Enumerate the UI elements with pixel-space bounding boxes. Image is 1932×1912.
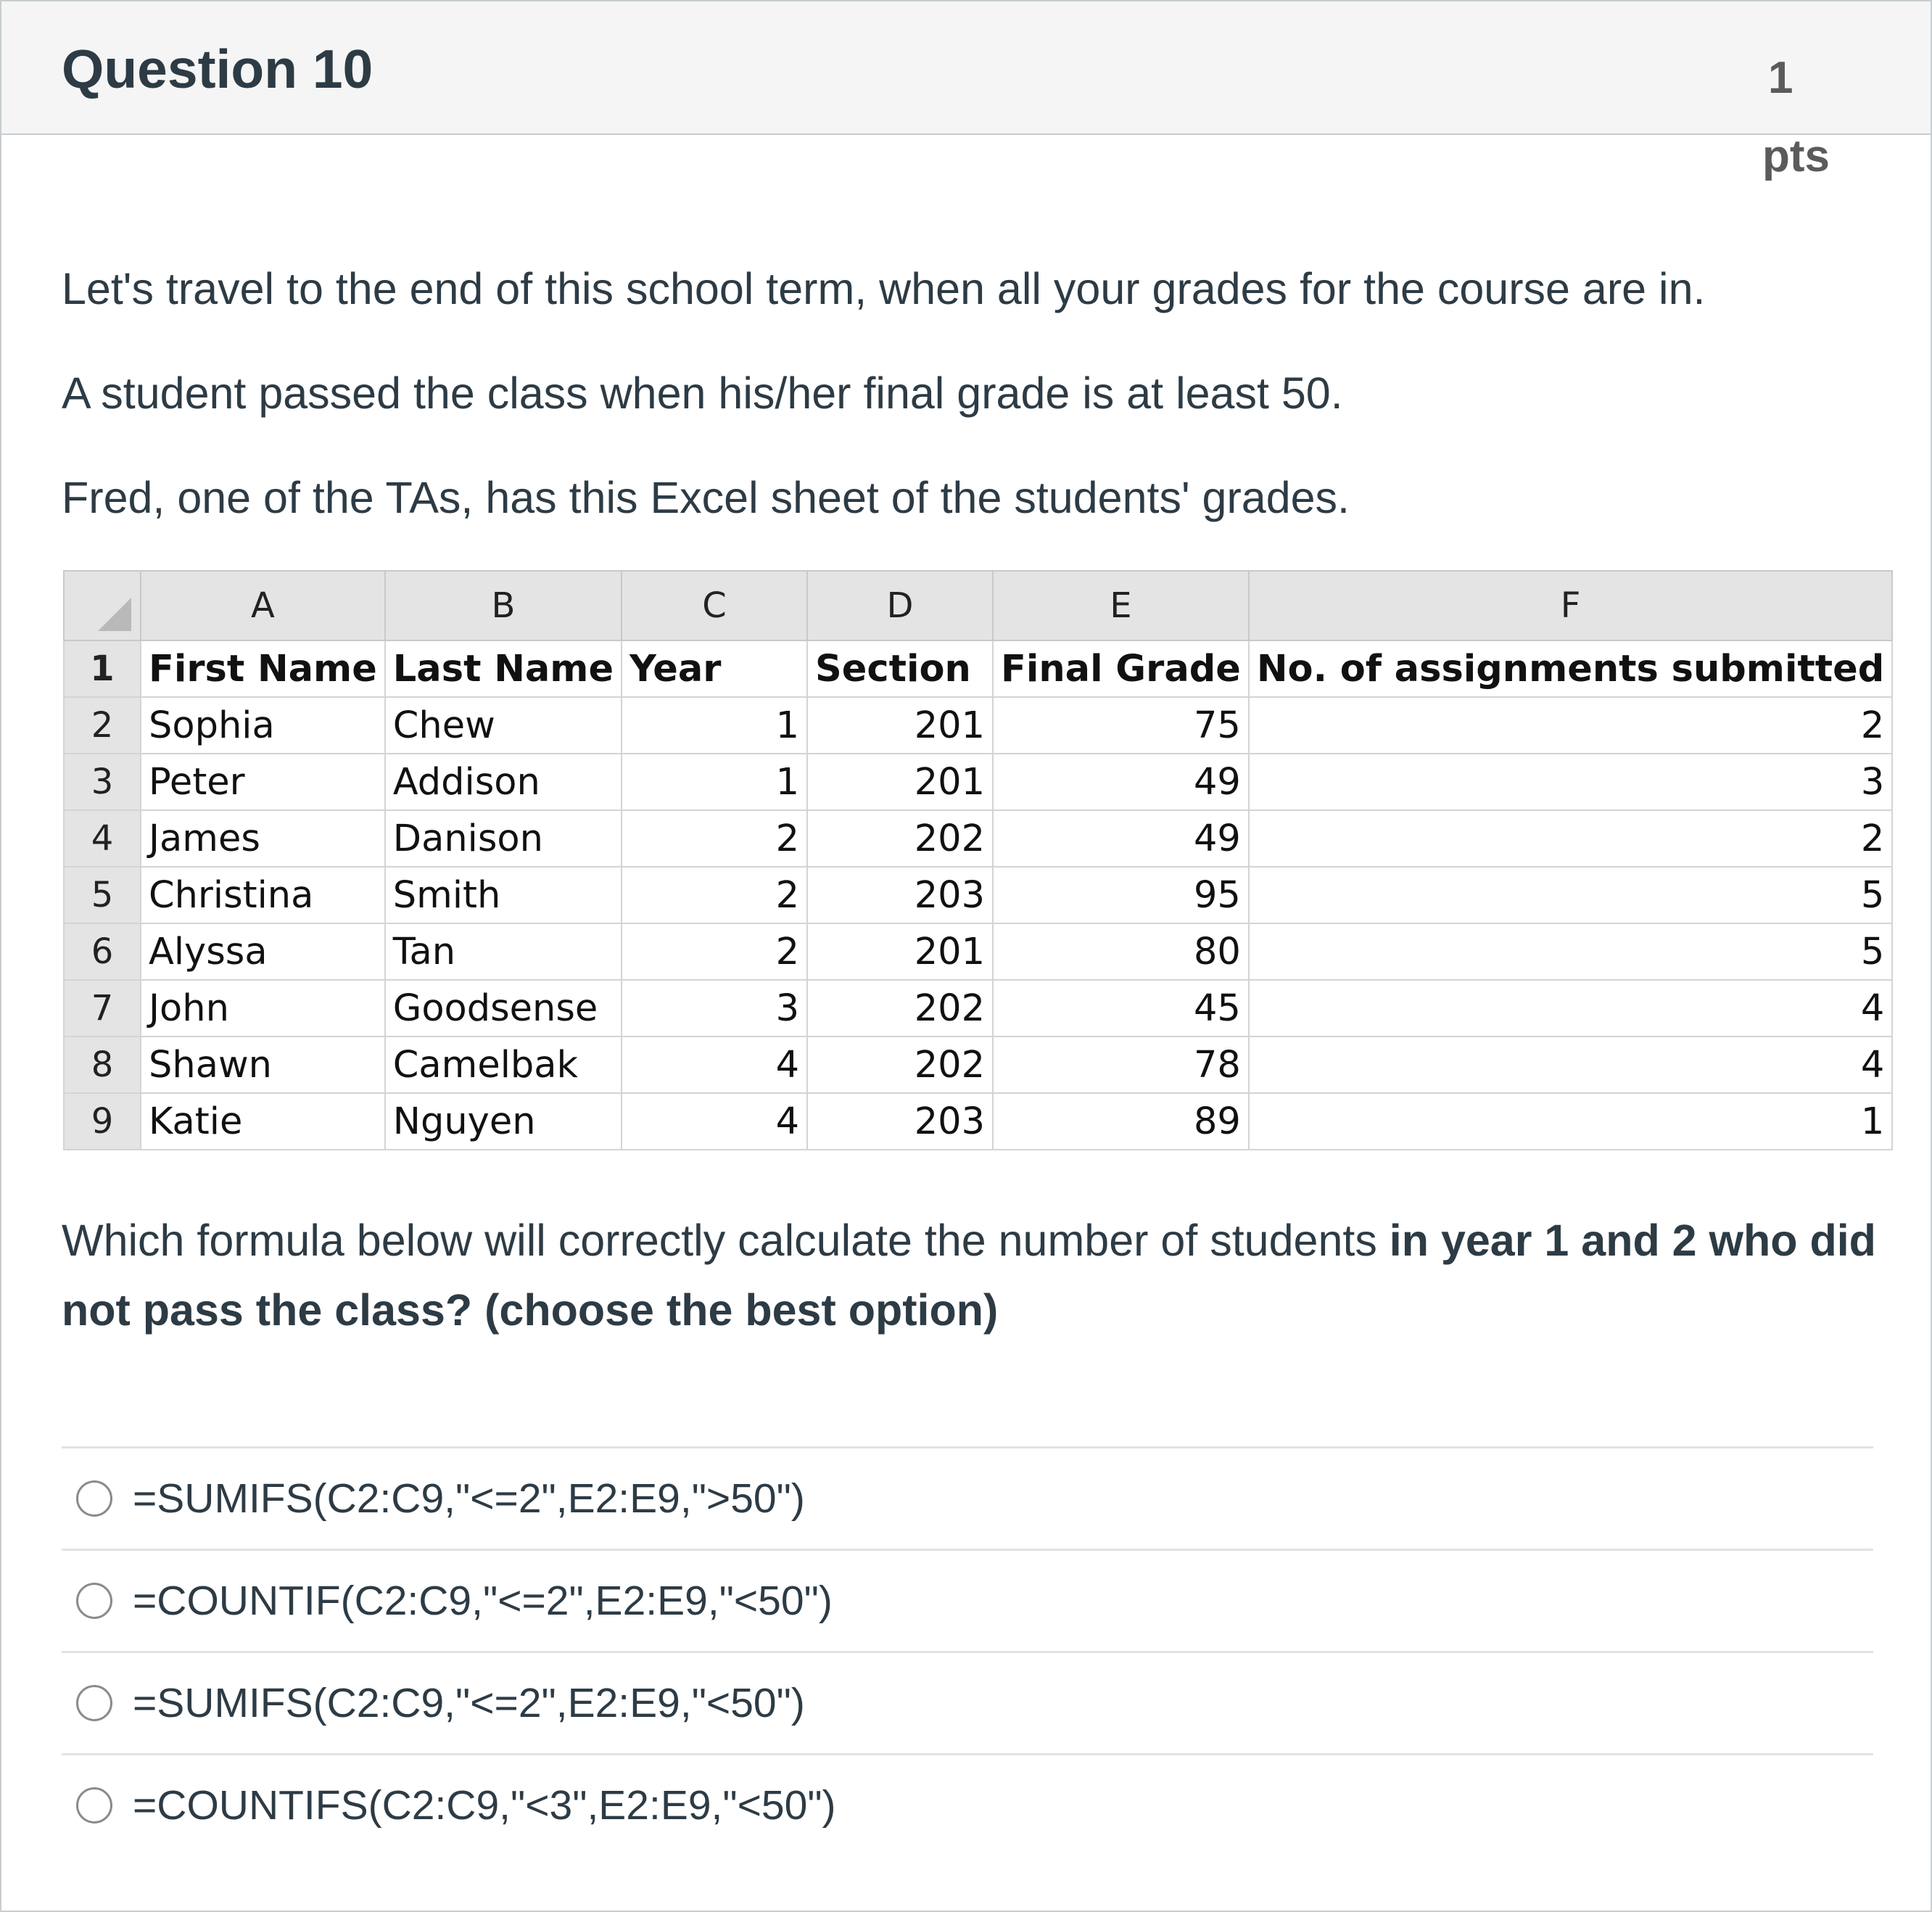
cell-section: 202	[807, 980, 993, 1037]
row-number: 2	[64, 697, 141, 754]
row-number: 1	[64, 640, 141, 697]
cell-assignments: 5	[1249, 923, 1892, 980]
select-all-corner	[64, 571, 141, 640]
row-number: 4	[64, 810, 141, 867]
cell-year: 4	[622, 1037, 807, 1093]
cell-year: 1	[622, 754, 807, 810]
cell-year: 4	[622, 1093, 807, 1150]
cell-final-grade: 80	[993, 923, 1249, 980]
header-cell: Section	[807, 640, 993, 697]
table-row	[64, 980, 1892, 1037]
question-points	[1762, 39, 1849, 196]
cell-final-grade: 95	[993, 867, 1249, 923]
answer-option[interactable]	[62, 1446, 1873, 1549]
column-letter: B	[385, 571, 622, 640]
header-cell: Final Grade	[993, 640, 1249, 697]
column-letter: F	[1249, 571, 1892, 640]
cell-first-name: Katie	[141, 1093, 385, 1150]
question-paragraph: Fred, one of the TAs, has this Excel sheet of the students' grades.	[62, 473, 1350, 522]
cell-first-name: Christina	[141, 867, 385, 923]
cell-section: 202	[807, 810, 993, 867]
column-letter: E	[993, 571, 1249, 640]
answer-label[interactable]: =COUNTIFS(C2:C9,"<3",E2:E9,"<50")	[133, 1782, 836, 1829]
cell-final-grade: 49	[993, 754, 1249, 810]
cell-final-grade: 45	[993, 980, 1249, 1037]
cell-section: 202	[807, 1037, 993, 1093]
answer-label[interactable]: =SUMIFS(C2:C9,"<=2",E2:E9,">50")	[133, 1475, 805, 1522]
header-cell: No. of assignments submitted	[1249, 640, 1892, 697]
cell-section: 203	[807, 867, 993, 923]
question-prompt	[62, 1206, 1889, 1345]
table-row	[64, 810, 1892, 867]
cell-last-name: Tan	[385, 923, 622, 980]
cell-first-name: John	[141, 980, 385, 1037]
sheet-header-row	[64, 640, 1892, 697]
row-number: 5	[64, 867, 141, 923]
cell-section: 201	[807, 697, 993, 754]
cell-last-name: Goodsense	[385, 980, 622, 1037]
cell-year: 1	[622, 697, 807, 754]
header-cell: Last Name	[385, 640, 622, 697]
row-number: 9	[64, 1093, 141, 1150]
question-header	[1, 1, 1931, 181]
answer-option[interactable]	[62, 1753, 1873, 1855]
cell-last-name: Smith	[385, 867, 622, 923]
answer-option[interactable]	[62, 1549, 1873, 1651]
row-number: 7	[64, 980, 141, 1037]
row-number: 6	[64, 923, 141, 980]
cell-first-name: Peter	[141, 754, 385, 810]
cell-section: 201	[807, 754, 993, 810]
cell-last-name: Camelbak	[385, 1037, 622, 1093]
cell-assignments: 1	[1249, 1093, 1892, 1150]
question-paragraph: Let's travel to the end of this school term, when all your grades for the course are in.	[62, 264, 1706, 313]
cell-last-name: Danison	[385, 810, 622, 867]
answer-option[interactable]	[62, 1651, 1873, 1753]
cell-first-name: Sophia	[141, 697, 385, 754]
answer-label[interactable]: =SUMIFS(C2:C9,"<=2",E2:E9,"<50")	[133, 1680, 805, 1726]
points-unit: pts	[1762, 131, 1830, 181]
radio-button[interactable]	[76, 1787, 112, 1824]
cell-final-grade: 78	[993, 1037, 1249, 1093]
cell-assignments: 2	[1249, 810, 1892, 867]
answer-label[interactable]: =COUNTIF(C2:C9,"<=2",E2:E9,"<50")	[133, 1578, 833, 1624]
header-cell: Year	[622, 640, 807, 697]
grades-spreadsheet	[63, 570, 1893, 1150]
cell-year: 3	[622, 980, 807, 1037]
cell-assignments: 4	[1249, 980, 1892, 1037]
row-number: 8	[64, 1037, 141, 1093]
column-letter: A	[141, 571, 385, 640]
row-number: 3	[64, 754, 141, 810]
question-prompt-text: Which formula below will correctly calculate the number of students	[62, 1216, 1390, 1265]
header-cell: First Name	[141, 640, 385, 697]
table-row	[64, 1093, 1892, 1150]
cell-final-grade: 75	[993, 697, 1249, 754]
cell-last-name: Addison	[385, 754, 622, 810]
cell-first-name: Shawn	[141, 1037, 385, 1093]
cell-final-grade: 89	[993, 1093, 1249, 1150]
question-prompt-emphasis: in year 1 and 2 who did not pass the class? (choose the best option)	[62, 1216, 1876, 1335]
cell-final-grade: 49	[993, 810, 1249, 867]
cell-first-name: Alyssa	[141, 923, 385, 980]
cell-year: 2	[622, 810, 807, 867]
cell-section: 203	[807, 1093, 993, 1150]
cell-year: 2	[622, 923, 807, 980]
cell-assignments: 5	[1249, 867, 1892, 923]
points-value: 1	[1768, 53, 1793, 103]
cell-first-name: James	[141, 810, 385, 867]
cell-section: 201	[807, 923, 993, 980]
radio-button[interactable]	[76, 1480, 112, 1517]
table-row	[64, 923, 1892, 980]
cell-assignments: 2	[1249, 697, 1892, 754]
cell-last-name: Chew	[385, 697, 622, 754]
table-row	[64, 697, 1892, 754]
answer-list	[62, 1446, 1873, 1855]
column-letter: C	[622, 571, 807, 640]
column-letter: D	[807, 571, 993, 640]
cell-assignments: 3	[1249, 754, 1892, 810]
table-row	[64, 867, 1892, 923]
radio-button[interactable]	[76, 1685, 112, 1721]
question-paragraph: A student passed the class when his/her final grade is at least 50.	[62, 368, 1343, 418]
table-row	[64, 754, 1892, 810]
question-title: Question 10	[62, 38, 373, 99]
cell-assignments: 4	[1249, 1037, 1892, 1093]
select-all-icon	[98, 598, 131, 631]
cell-year: 2	[622, 867, 807, 923]
radio-button[interactable]	[76, 1583, 112, 1619]
cell-last-name: Nguyen	[385, 1093, 622, 1150]
table-row	[64, 1037, 1892, 1093]
column-header-row	[64, 571, 1892, 640]
